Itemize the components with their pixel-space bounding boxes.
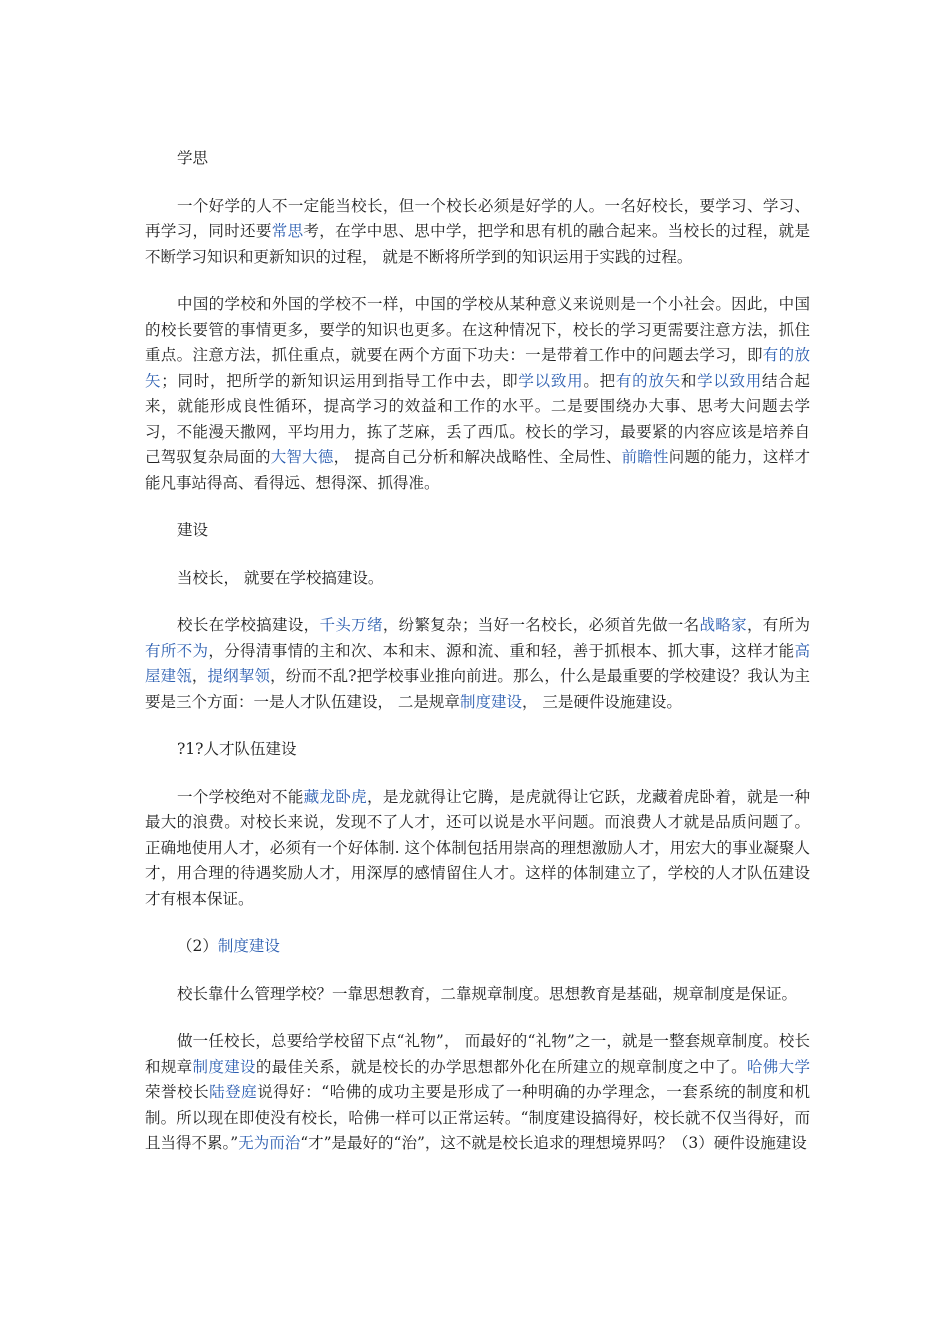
paragraph [145,194,810,271]
text-run: 一个学校绝对不能 [177,787,304,806]
section-heading: ?1?人才队伍建设 [177,740,297,758]
paragraph [145,785,810,913]
inline-link[interactable]: 陆登庭 [209,1083,258,1101]
text-run: （2） [177,937,218,955]
inline-link[interactable]: 有的放矢 [145,346,810,390]
inline-link[interactable]: 学以致用 [518,371,584,390]
text-run: ， 提高自己分析和解决战略性、全局性、 [333,448,622,466]
paragraph [145,292,810,496]
paragraph [145,1029,810,1157]
text-run: 的最佳关系，就是校长的办学思想都外化在所建立的规章制度之中了。 [255,1057,747,1076]
document-body [145,146,810,1179]
text-run: ，有所为 [746,616,810,634]
text-run: 荣誉校长 [145,1083,210,1101]
text-run: 和 [680,371,698,390]
text-run: ；同时，把所学的新知识运用到指导工作中去，即 [161,371,519,390]
text-run: “才”是最好的“治”，这不就是校长追求的理想境界吗？（3）硬件设施建设 [300,1134,807,1152]
text-run: 中国的学校和外国的学校不一样，中国的学校从某种意义来说则是一个小社会。因此，中国的校长要管的事情更多，要学的知识也更多。在这种情况下，校长的学习更需要注意方法，抓住重点。注意方法，抓住重点，就要在两个方面下功夫：一是带着工作中的问题去学习，即 [145,295,810,364]
inline-link[interactable]: 哈佛大学 [746,1057,810,1076]
inline-link[interactable]: 高屋建瓴 [145,641,810,685]
text-run: 做一任校长，总要给学校留下点“礼物”， 而最好的“礼物”之一，就是一整套规章制度。校长和规章 [145,1032,810,1076]
text-run: 说得好：“哈佛的成功主要是形成了一种明确的办学理念，一套系统的制度和机制。所以现在即使没有校长，哈佛一样可以正常运转。“制度建设搞得好，校长就不仅当得好，而且当得不累。” [145,1083,810,1152]
text-run: ，是龙就得让它腾，是虎就得让它跃，龙藏着虎卧着，就是一种最大的浪费。对校长来说，发现不了人才，还可以说是水平问题。而浪费人才就是品质问题了。正确地使用人才，必须有一个好体制. 这个体制包括用崇高的理想激励人才，用宏大的事业凝聚人才，用合理的待遇奖励人才，用深厚的感情留住人才。这样的体制建立了，学校的人才队伍建设才有根本保证。 [145,787,810,908]
text-run: 。把 [583,371,616,390]
inline-link[interactable]: 无为而治 [238,1134,301,1152]
text-run: ，分得清事情的主和次、本和末、源和流、重和轻，善于抓根本、抓大事，这样才能 [208,641,795,660]
section-heading [145,934,810,960]
inline-link[interactable]: 大智大德 [270,448,334,466]
text-run: ，纷而不乱?把学校事业推向前进。那么，什么是最重要的学校建设？我认为主要是三个方面：一是人才队伍建设， 二是规章 [145,667,810,711]
inline-link[interactable]: 学以致用 [697,371,763,390]
section-heading: 当校长， 就要在学校搞建设。 [177,568,384,587]
inline-link[interactable]: 千头万绪 [319,616,383,634]
text-run: ， 三是硬件设施建设。 [521,692,682,711]
inline-link[interactable]: 常思 [271,222,304,240]
text-run: ， [191,667,208,685]
text-run: 校长靠什么管理学校？一靠思想教育，二靠规章制度。思想教育是基础，规章制度是保证。 [177,984,798,1003]
section-heading: 学思 [177,149,209,167]
inline-link[interactable]: 制度建设 [217,937,280,955]
inline-link[interactable]: 有所不为 [145,641,209,660]
paragraph [145,982,810,1008]
inline-link[interactable]: 提纲挈领 [207,667,271,685]
inline-link[interactable]: 制度建设 [192,1057,256,1076]
inline-link[interactable]: 制度建设 [459,692,522,711]
text-run: 结合起来，就能形成良性循环，提高学习的效益和工作的水平。二是要围绕办大事、思考大问题去学习，不能漫天撒网，平均用力，拣了芝麻，丢了西瓜。校长的学习，最要紧的内容应该是培养自己驾驭复杂局面的 [145,371,810,466]
inline-link[interactable]: 藏龙卧虎 [303,787,368,806]
inline-link[interactable]: 战略家 [699,616,747,634]
section-heading: 建设 [177,521,209,539]
inline-link[interactable]: 前瞻性 [621,448,669,466]
text-run: 考，在学中思、思中学，把学和思有机的融合起来。当校长的过程，就是不断学习知识和更新知识的过程， 就是不断将所学到的知识运用于实践的过程。 [145,222,810,266]
paragraph [145,613,810,715]
text-run: 一个好学的人不一定能当校长，但一个校长必须是好学的人。一名好校长，要学习、学习、再学习，同时还要 [145,196,810,240]
text-run: 问题的能力，这样才能凡事站得高、看得远、想得深、抓得准。 [145,448,810,492]
text-run: ，纷繁复杂；当好一名校长，必须首先做一名 [382,616,700,634]
inline-link[interactable]: 有的放矢 [615,371,681,390]
text-run: 校长在学校搞建设， [177,616,320,634]
